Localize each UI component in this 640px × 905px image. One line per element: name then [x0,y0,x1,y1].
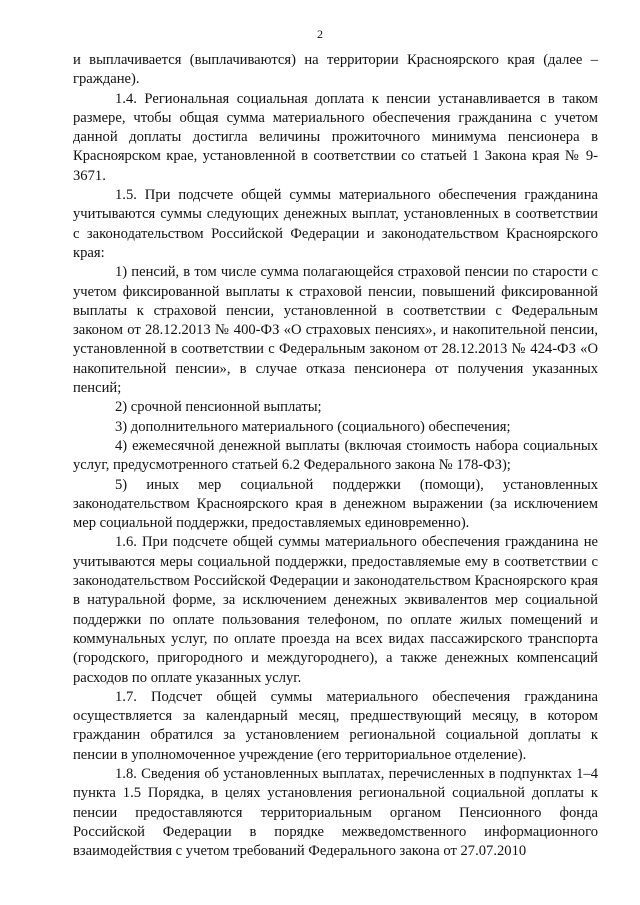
list-item-3-additional-support: 3) дополнительного материального (социального) обеспечения; [115,418,511,435]
document-body [73,51,598,861]
list-item-2-urgent-payment: 2) срочной пенсионной выплаты; [115,399,322,416]
paragraph-1-4: 1.4. Региональная социальная доплата к пенсии устанавливается в таком размере, чтобы общая сумма материального обеспечения гражданина с учетом данной доплаты достигла величины прожиточного минимума пенсионера в Красноярском крае, установленной в соответствии со статьей 1 Закона края № 9-3671. [73,90,598,184]
list-item-5-other-measures: 5) иных мер социальной поддержки (помощи), установленных законодательством Красноярского края в денежном выражении (за исключением мер социальной поддержки, предоставляемых единовременно). [73,476,598,532]
paragraph-1-5: 1.5. При подсчете общей суммы материального обеспечения гражданина учитываются суммы следующих денежных выплат, установленных в соответствии с законодательством Российской Федерации и законодательством Красноярского края: [73,187,598,261]
paragraph-continuation: и выплачивается (выплачиваются) на территории Красноярского края (далее – граждане). [73,52,598,88]
paragraph-1-7: 1.7. Подсчет общей суммы материального обеспечения гражданина осуществляется за календарный месяц, предшествующий месяцу, в котором гражданин обратился за установлением региональной социальной доплаты к пенсии в уполномоченное учреждение (его территориальное отделение). [73,688,598,763]
list-item-4-monthly-payment: 4) ежемесячной денежной выплаты (включая стоимость набора социальных услуг, предусмотренного статьей 6.2 Федерального закона № 178-ФЗ); [73,437,598,474]
paragraph-1-8: 1.8. Сведения об установленных выплатах, перечисленных в подпунктах 1–4 пункта 1.5 Порядка, в целях установления региональной социальной доплаты к пенсии предоставляются территориальным органом Пенсионного фонда Российской Федерации в порядке межведомственного информационного взаимодействия с учетом требований Федерального закона от 27.07.2010 [73,765,598,860]
paragraph-1-6: 1.6. При подсчете общей суммы материального обеспечения гражданина не учитываются меры социальной поддержки, предоставляемые ему в соответствии с законодательством Российской Федерации и законодательством Красноярского края в натуральной форме, за исключением денежных эквивалентов мер социальной поддержки по оплате пользования телефоном, по оплате жилых помещений и коммунальных услуг, по оплате проезда на всех видах пассажирского транспорта (городского, пригородного и междугороднего), а также денежных компенсаций расходов по оплате указанных услуг. [73,534,598,686]
list-item-1-pensions: 1) пенсий, в том числе сумма полагающейся страховой пенсии по старости с учетом фиксированной выплаты к страховой пенсии, повышений фиксированной выплаты к страховой пенсии, установленной в соответствии с Федеральным законом от 28.12.2013 № 400-ФЗ «О страховых пенсиях», и накопительной пенсии, установленной в соответствии с Федеральным законом от 28.12.2013 № 424-ФЗ «О накопительной пенсии», в случае отказа пенсионера от получения указанных пенсий; [73,264,598,397]
page-number: 2 [317,27,323,41]
